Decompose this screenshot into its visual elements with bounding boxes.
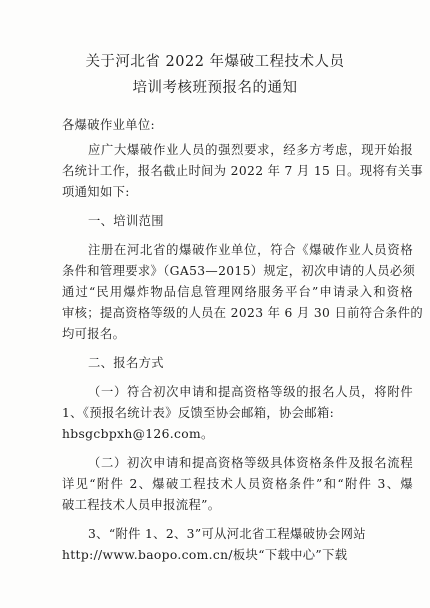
intro-line-3: 项通知如下: [62,185,130,199]
section-2-heading: 二、报名方式 [88,356,164,370]
section-2-item-1-line-2: 1、《预报名统计表》反馈至协会邮箱，协会邮箱: [62,406,335,420]
section-3-line-2: http://www.baopo.com.cn/板块“下载中心”下载 [62,548,348,562]
salutation: 各爆破作业单位: [62,118,156,132]
intro-line-2: 名统计工作，报名截止时间为 2022 年 7 月 15 日。现将有关事 [62,164,424,178]
section-2-item-1-email: hbsgcbpxh@126.com。 [62,427,214,441]
intro-line-1: 应广大爆破作业人员的强烈要求，经多方考虑，现开始报 [88,143,413,157]
section-2-item-2-line-3: 破工程技术人员申报流程”。 [62,498,221,512]
section-2-item-2-line-1: （二）初次申请和提高资格等级具体资格条件及报名流程 [88,456,413,470]
section-3-line-1: 3、“附件 1、2、3”可从河北省工程爆破协会网站 [88,527,366,541]
section-1-line-4: 审核；提高资格等级的人员在 2023 年 6 月 30 日前符合条件的 [62,306,424,320]
section-2-item-1-line-1: （一）符合初次申请和提高资格等级的报名人员，将附件 [88,385,413,399]
section-1-line-5: 均可报名。 [62,327,126,341]
section-1-line-3: 通过“民用爆炸物品信息管理网络服务平台”申请录入和资格 [62,285,413,299]
document-title-line-1: 关于河北省 2022 年爆破工程技术人员 [85,54,345,70]
section-1-line-1: 注册在河北省的爆破作业单位，符合《爆破作业人员资格 [88,243,413,257]
section-1-line-2: 条件和管理要求》（GA53—2015）规定，初次申请的人员必须 [62,264,416,278]
section-2-item-2-line-2: 详见“附件 2、爆破工程技术人员资格条件”和“附件 3、爆 [62,477,413,491]
section-1-heading: 一、培训范围 [88,214,164,228]
document-title-line-2: 培训考核班预报名的通知 [132,80,298,96]
